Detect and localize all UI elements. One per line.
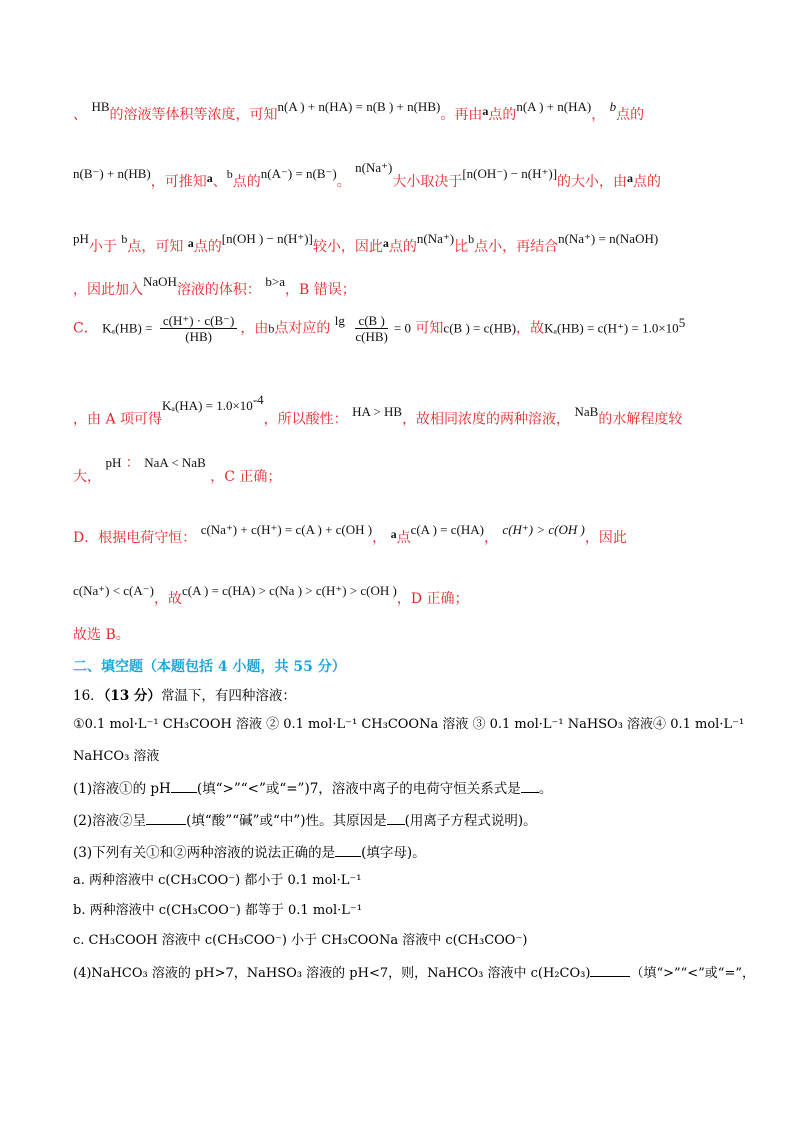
answer-blank[interactable]	[387, 812, 405, 825]
text: 点	[396, 530, 411, 546]
formula: c(Na⁺) < c(A⁻)	[73, 583, 154, 598]
point-label: a	[206, 171, 213, 185]
text: (用离子方程式说明)。	[404, 813, 537, 829]
answer-blank[interactable]	[171, 780, 197, 793]
formula: n(A⁻) = n(B⁻)	[260, 166, 337, 181]
text: 。	[336, 174, 351, 190]
point-label: b	[268, 321, 275, 336]
formula: [n(OH ) − n(H⁺)]	[221, 231, 313, 246]
fraction-lg	[352, 314, 391, 343]
text: 小于	[88, 239, 117, 255]
formula: = 0	[393, 320, 411, 336]
text: (填“>”“<”或“=”)7，溶液中离子的电荷守恒关系式是	[196, 781, 521, 797]
denominator: (HB)	[185, 329, 212, 344]
text: (填“酸”“碱”或“中”)性。其原因是	[186, 813, 387, 829]
text: (4)NaHCO₃ 溶液的 pH>7，NaHSO₃ 溶液的 pH<7，则，NaHCO₃ 溶液中 c(H₂CO₃)	[73, 966, 591, 981]
text: 大，	[73, 469, 101, 485]
text: (2)溶液②呈	[73, 813, 147, 829]
formula: HA > HB	[352, 403, 403, 419]
text: 的大小，由	[557, 174, 628, 190]
text: 点，可知	[127, 239, 184, 255]
text: （填“>”“<”或“=”，	[630, 966, 755, 981]
text: 比	[454, 239, 469, 255]
formula: c(B ) = c(HB)	[443, 320, 517, 336]
answer-blank[interactable]	[590, 964, 630, 977]
solutions-list-line-2: NaHCO₃ 溶液	[73, 749, 160, 764]
text: 大小取决于	[392, 174, 463, 190]
answer-blank[interactable]	[146, 812, 186, 825]
formula: NaOH	[143, 274, 177, 289]
solution-line-3	[73, 231, 659, 255]
solution-line-9	[73, 583, 469, 607]
solution-line-2	[73, 160, 662, 190]
point-label: a	[390, 527, 397, 541]
text: 、	[73, 107, 87, 123]
formula: lg	[334, 312, 345, 328]
text: 。再由	[440, 107, 483, 123]
section-title: 二、填空题（本题包括 4 小题，共 55 分）	[73, 659, 346, 675]
text: ，	[483, 530, 498, 546]
formula: [n(OH⁻) − n(H⁺)]	[462, 166, 558, 181]
option-label: C．	[73, 320, 98, 337]
text: 的溶液等体积等浓度，可知	[109, 107, 278, 123]
point-label: b	[468, 232, 475, 246]
numerator: c(B )	[355, 314, 387, 329]
text: (3)下列有关①和②两种溶液的说法正确的是	[73, 845, 336, 861]
question-score: （13 分）	[103, 688, 161, 704]
solution-line-1	[73, 99, 645, 123]
answer-blank[interactable]	[335, 844, 361, 857]
formula: n(A ) + n(HA) = n(B ) + n(HB)	[277, 99, 441, 114]
text: 的水解程度较	[598, 411, 683, 428]
text: ，	[372, 530, 387, 546]
formula: c(A ) = c(HA) > c(Na ) > c(H⁺) > c(OH )	[181, 583, 397, 598]
formula: c(H⁺) > c(OH )	[502, 522, 585, 537]
point-label: a	[482, 104, 489, 118]
text: ，因此加入	[73, 282, 143, 298]
text: 点小，再结合	[474, 239, 559, 255]
formula: n(Na⁺)	[416, 231, 455, 246]
option-a: a. 两种溶液中 c(CH₃COO⁻) 都小于 0.1 mol·L⁻¹	[73, 873, 362, 888]
text: 点的	[232, 174, 261, 190]
formula: n(Na⁺) = n(NaOH)	[558, 231, 659, 246]
formula: n(A ) + n(HA)	[516, 99, 592, 114]
text: 点的	[388, 239, 417, 255]
text: (1)溶液①的 pH	[73, 781, 171, 797]
text: ：	[125, 455, 140, 471]
text: ，由 A 项可得	[73, 411, 163, 428]
denominator: c(HB)	[355, 329, 388, 344]
formula: NaA < NaB	[144, 455, 206, 470]
text: ，可推知	[150, 174, 207, 190]
text: ，由	[240, 320, 269, 337]
point-label: b	[609, 99, 617, 114]
question-part-1	[73, 780, 552, 797]
text: 、	[212, 174, 227, 190]
formula: n(Na⁺)	[355, 160, 393, 175]
question-part-3	[73, 844, 426, 861]
solution-conclusion: 故选 B。	[73, 627, 130, 643]
option-b: b. 两种溶液中 c(CH₃COO⁻) 都等于 0.1 mol·L⁻¹	[73, 903, 362, 918]
answer-blank[interactable]	[521, 780, 539, 793]
formula: c(Na⁺) + c(H⁺) = c(A ) + c(OH )	[200, 522, 373, 537]
formula: pH	[73, 231, 89, 246]
formula: n(B⁻) + n(HB)	[73, 166, 151, 181]
text: 溶液的体积：	[176, 282, 261, 298]
text: 点的	[633, 174, 662, 190]
point-label: a	[382, 236, 389, 250]
text: 点的	[193, 239, 222, 255]
text: ，B 错误；	[285, 282, 356, 298]
option-c: c. CH₃COOH 溶液中 c(CH₃COO⁻) 小于 CH₃COONa 溶液中 c(CH₃COO⁻)	[73, 933, 528, 948]
solutions-list-line-1: ①0.1 mol·L⁻¹ CH₃COOH 溶液 ② 0.1 mol·L⁻¹ CH₃COONa 溶液 ③ 0.1 mol·L⁻¹ NaHSO₃ 溶液④ 0.1 mol·L⁻¹	[73, 717, 745, 732]
text: ，D 正确；	[396, 591, 469, 607]
question-16-header	[73, 690, 296, 704]
text: ，故相同浓度的两种溶液，	[402, 411, 571, 428]
question-part-4	[73, 964, 755, 980]
formula: Kₐ(HA) = 1.0×10	[162, 397, 253, 413]
text: ，故	[153, 591, 182, 607]
exponent: 5	[678, 314, 686, 330]
solution-line-7	[73, 455, 282, 485]
fraction-ka-hb	[160, 314, 237, 343]
question-part-2	[73, 812, 537, 829]
formula: Kₐ(HB) = c(H⁺) = 1.0×10	[544, 320, 679, 336]
text: ，所以酸性：	[263, 411, 348, 428]
question-number: 16．	[73, 688, 104, 704]
formula: c(A ) = c(HA)	[410, 522, 484, 537]
text: ，因此	[584, 530, 627, 546]
formula: b>a	[265, 274, 285, 289]
text: 点对应的	[274, 320, 331, 337]
formula: Kₐ(HB) =	[102, 320, 153, 336]
text: 点的	[488, 107, 517, 123]
text: ，	[591, 107, 606, 123]
text: 点的	[616, 107, 645, 123]
text: ，C 正确；	[210, 469, 282, 485]
solution-line-5	[73, 314, 685, 343]
formula: HB	[91, 99, 110, 114]
formula: pH	[105, 455, 122, 470]
formula: NaB	[574, 403, 599, 419]
question-intro: 常温下，有四种溶液：	[160, 688, 296, 704]
text: ，故	[516, 320, 545, 337]
point-label: b	[226, 167, 233, 181]
text: D．根据电荷守恒：	[73, 530, 197, 546]
solution-line-8	[73, 522, 627, 546]
text: 较小，因此	[312, 239, 383, 255]
exponent: -4	[252, 392, 264, 407]
point-label: a	[187, 236, 194, 250]
point-label: a	[627, 171, 634, 185]
solution-line-4	[73, 274, 356, 298]
text: (填字母)。	[361, 845, 426, 861]
point-label: b	[121, 232, 128, 246]
text: 可知	[415, 320, 444, 337]
numerator: c(H⁺) · c(B⁻)	[160, 314, 237, 329]
text: 。	[538, 781, 553, 797]
